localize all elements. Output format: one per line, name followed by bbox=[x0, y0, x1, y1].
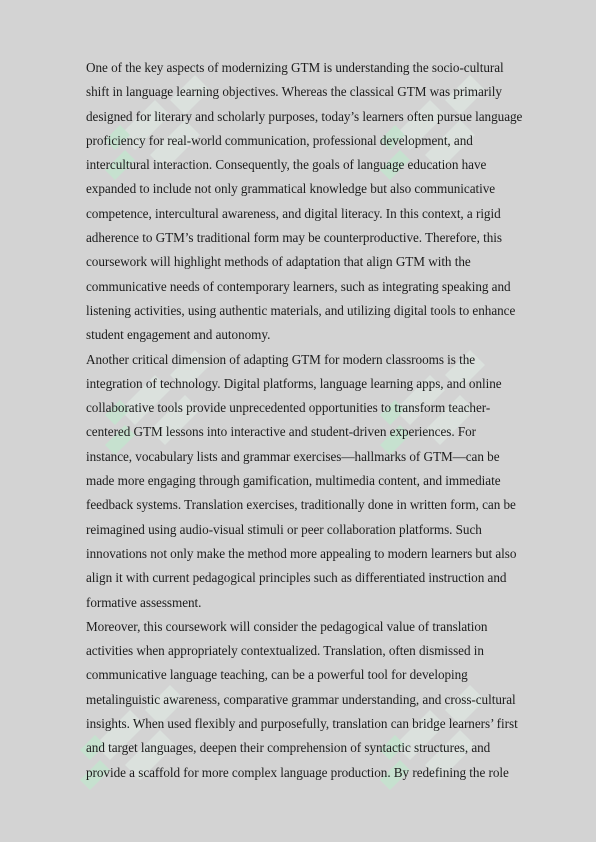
paragraph bbox=[86, 56, 556, 348]
text-line: Another critical dimension of adapting GTM for modern classrooms is the bbox=[86, 351, 476, 367]
text-line: feedback systems. Translation exercises, traditionally done in written form, can be bbox=[86, 497, 516, 513]
text-line: reimagined using audio-visual stimuli or peer collaboration platforms. Such bbox=[86, 521, 482, 537]
text-line: integration of technology. Digital platforms, language learning apps, and online bbox=[86, 375, 502, 391]
text-line: competence, intercultural awareness, and digital literacy. In this context, a rigid bbox=[86, 205, 501, 221]
text-line: coursework will highlight methods of adaptation that align GTM with the bbox=[86, 254, 471, 270]
text-line: innovations not only make the method more appealing to modern learners but also bbox=[86, 545, 517, 561]
text-line: Moreover, this coursework will consider the pedagogical value of translation bbox=[86, 618, 488, 634]
text-line: proficiency for real-world communication, professional development, and bbox=[86, 132, 473, 148]
text-line: listening activities, using authentic materials, and utilizing digital tools to enhance bbox=[86, 302, 516, 318]
text-line: insights. When used flexibly and purposefully, translation can bridge learners’ first bbox=[86, 716, 518, 732]
text-line: designed for literary and scholarly purposes, today’s learners often pursue language bbox=[86, 108, 523, 124]
text-line: student engagement and autonomy. bbox=[86, 327, 271, 343]
paragraph bbox=[86, 348, 556, 615]
text-line: instance, vocabulary lists and grammar exercises—hallmarks of GTM—can be bbox=[86, 448, 500, 464]
text-line: communicative language teaching, can be a powerful tool for developing bbox=[86, 667, 468, 683]
body-text bbox=[86, 56, 556, 785]
text-line: adherence to GTM’s traditional form may be counterproductive. Therefore, this bbox=[86, 230, 502, 246]
text-line: align it with current pedagogical principles such as differentiated instruction and bbox=[86, 570, 507, 586]
text-line: metalinguistic awareness, comparative grammar understanding, and cross-cultural bbox=[86, 691, 516, 707]
text-line: expanded to include not only grammatical knowledge but also communicative bbox=[86, 181, 496, 197]
text-line: made more engaging through gamification, multimedia content, and immediate bbox=[86, 473, 501, 489]
text-line: and target languages, deepen their comprehension of syntactic structures, and bbox=[86, 740, 491, 756]
text-line: centered GTM lessons into interactive and student-driven experiences. For bbox=[86, 424, 477, 440]
text-line: communicative needs of contemporary learners, such as integrating speaking and bbox=[86, 278, 511, 294]
text-line: collaborative tools provide unprecedented opportunities to transform teacher- bbox=[86, 400, 491, 416]
text-line: activities when appropriately contextualized. Translation, often dismissed in bbox=[86, 643, 484, 659]
text-line: shift in language learning objectives. Whereas the classical GTM was primarily bbox=[86, 84, 502, 100]
text-line: provide a scaffold for more complex language production. By redefining the role bbox=[86, 764, 509, 780]
text-line: intercultural interaction. Consequently, the goals of language education have bbox=[86, 157, 487, 173]
paragraph bbox=[86, 615, 556, 785]
text-line: formative assessment. bbox=[86, 594, 202, 610]
text-line: One of the key aspects of modernizing GTM is understanding the socio-cultural bbox=[86, 60, 504, 75]
